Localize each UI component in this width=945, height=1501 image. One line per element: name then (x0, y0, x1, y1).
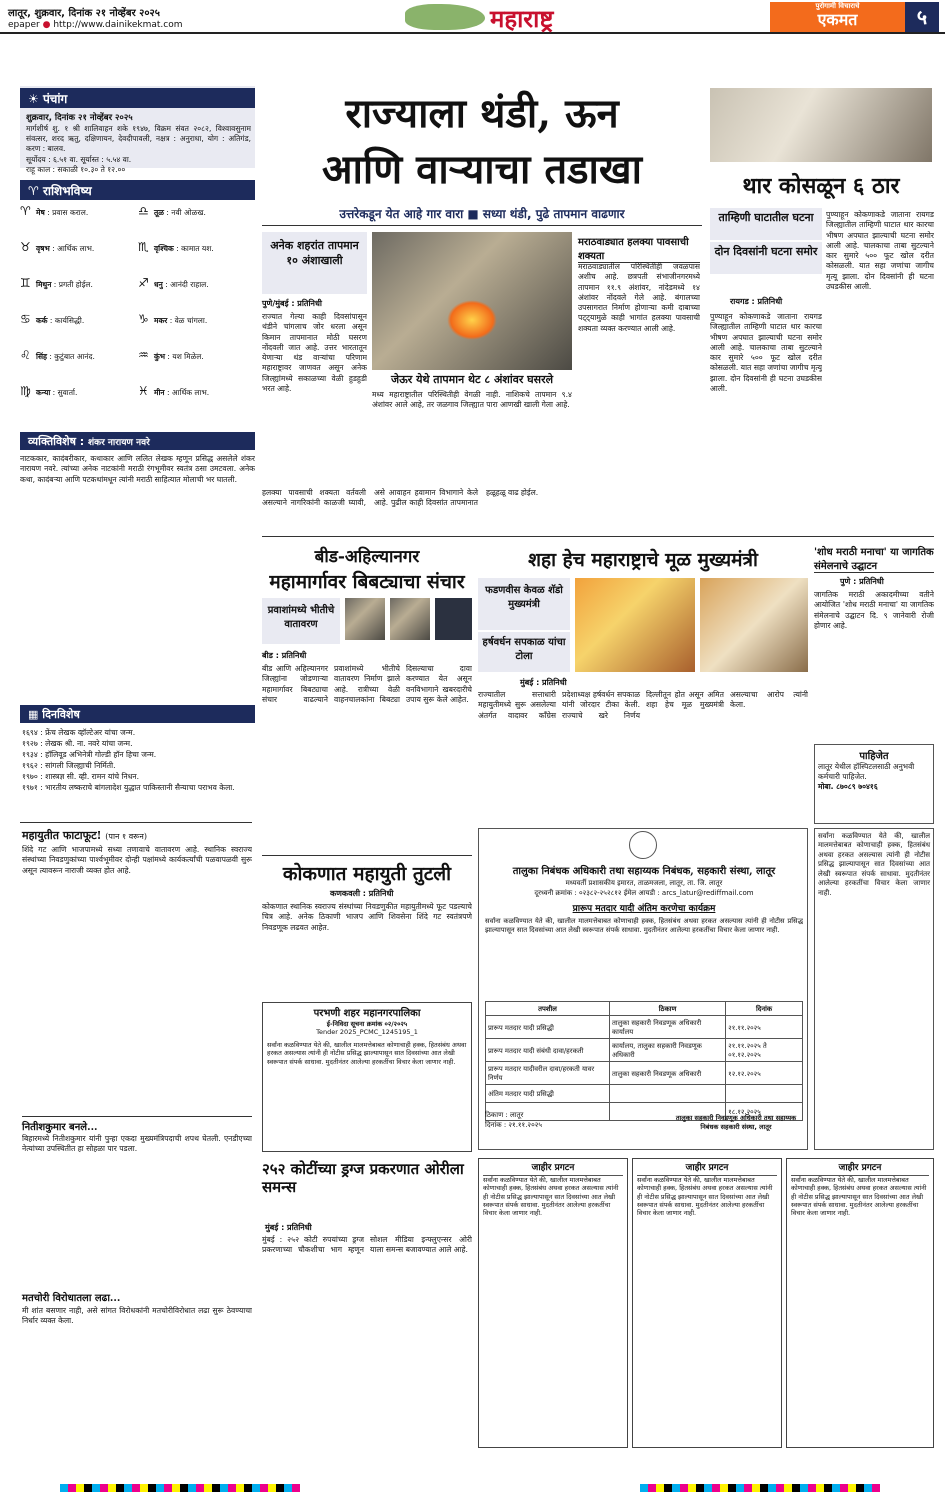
notice-place: ठिकाण : लातूर (485, 1111, 524, 1119)
tender-title: परभणी शहर महानगरपालिका (313, 1008, 421, 1019)
rashi-item: ♒ कुंभ : यश मिळेल. (138, 348, 204, 362)
tender-text: सर्वांना कळविण्यात येते की, खालील मालमत्तेबाबत कोणाचाही हक्क, हितसंबंध अथवा हरकत असल्यास त्यांनी ही नोटीस प्रसिद्ध झाल्यापासून सात दिवसांच्या आत लेखी स्वरूपात संपर्क साधावा. मुदतीनंतर आलेल्या हरकतींचा विचार केला जाणार नाही. (267, 1040, 467, 1066)
matchori-headline: मतचोरी विरोधातला लढा... (22, 1293, 121, 1304)
lead-bottom-body: हलक्या पावसाची शक्यता वर्तवली असल्याने नागरिकांनी काळजी घ्यावी, असे आवाहन हवामान विभागाने केले आहे. पुढील काही दिवसांत तापमानात हळूहळू वाढ होईल. (262, 488, 539, 508)
notice-table-row (486, 1016, 803, 1039)
rashi-name: धनु (154, 280, 163, 289)
sapkal-photo (575, 578, 695, 672)
rashi-item: ♐ धनु : आनंदी राहाल. (138, 276, 209, 290)
rashi-text: आनंदी राहाल. (170, 280, 209, 289)
rashi-text: आर्थिक लाभ. (171, 388, 210, 397)
dinvishesh-item: १६९४ : फ्रेंच लेखक व्हॉल्टेअर यांचा जन्म. (22, 728, 136, 737)
notice-table-cell: अंतिम मतदार यादी प्रसिद्धी (486, 1085, 610, 1103)
rashi-text: प्रगती होईल. (58, 280, 93, 289)
epaper-label: epaper (8, 20, 40, 30)
rashi-text: कामात यश. (181, 244, 214, 253)
rashi-name: मीन (154, 388, 165, 397)
rashi-text: प्रवास कराल. (52, 208, 89, 217)
rashi-item: ♏ वृश्चिक : कामात यश. (138, 240, 214, 254)
rashi-item: ♉ वृषभ : आर्थिक लाभ. (20, 240, 95, 254)
panchang-header: ☀ पंचांग (20, 88, 255, 108)
rashi-text: कार्यसिद्धी. (54, 316, 85, 325)
rashi-name: कर्क (36, 316, 48, 325)
beed-body: बीड आणि अहिल्यानगर जिल्ह्यांना जोडणाऱ्या महामार्गावर बिबट्याचा संचार वाढल्याने प्रवाशांमध्ये भीतीचे वातावरण निर्माण झाले आहे. रात्रीच्या वेळी वाहनचालकांना बिबट्या दिसल्याचा दावा करण्यात येत असून वनविभागाने खबरदारीचे उपाय सुरू केले आहेत. (262, 664, 472, 704)
marathwada-body: मराठवाड्यातील परिस्थितीही जवळपास अशीच आहे. छत्रपती संभाजीनगरमध्ये तापमान ११.९ अंशांवर, नांदेडमध्ये १४ अंशांवर नोंदवले गेले आहे. बंगालच्या उपसागरात निर्माण होणाऱ्या कमी दाबाच्या पट्ट्यामुळे काही भागांत हलक्या पावसाची शक्यता व्यक्त करण्यात आली आहे. (578, 262, 700, 333)
wanted-phone: मोबा. ८७०८९ ७०४१६ (818, 781, 878, 791)
dinvishesh-header: ▦ दिनविशेष (20, 705, 255, 723)
dateline: लातूर, शुक्रवार, दिनांक २१ नोव्हेंबर २०२५ (8, 8, 160, 19)
leopard-photo-1 (345, 598, 385, 640)
notice-table-header: ठिकाण (609, 1002, 725, 1016)
notice-address: मध्यवर्ती प्रशासकीय इमारत, ताळमजला, लातूर, ता. जि. लातूर (565, 879, 723, 887)
brand-tagline: पुरोगामी विचाराचे (815, 2, 860, 10)
shodh-headline: 'शोध मराठी मनाचा' या जागतिक संमेलनाचे उद्घाटन (814, 544, 934, 573)
notice-table-cell: १२.१२.२०२५ (726, 1062, 803, 1085)
notice-continued: सर्वांना कळविण्यात येते की, खालील मालमत्तेबाबत कोणाचाही हक्क, हितसंबंध अथवा हरकत असल्यास त्यांनी ही नोटीस प्रसिद्ध झाल्यापासून सात दिवसांच्या आत लेखी स्वरूपात संपर्क साधावा. मुदतीनंतर आलेल्या हरकतींचा विचार केला जाणार नाही. (814, 828, 934, 1150)
notice-date: दिनांक : २१.११.२०२५ (485, 1121, 542, 1129)
notice-table-cell: २१.११.२०२५ (726, 1016, 803, 1039)
shodh-body: जागतिक मराठी अकादमीच्या वतीने आयोजित 'शोध मराठी मनाचा' या जागतिक संमेलनाचे उद्घाटन दि. ९ जानेवारी रोजी होणार आहे. (814, 590, 934, 630)
epaper-url[interactable]: http://www.dainikekmat.com (53, 20, 183, 30)
tender-subtitle: ई-निविदा सूचना क्रमांक ०२/२०२५ (326, 1020, 408, 1028)
rashi-sign-icon: ♌ (20, 348, 31, 362)
rashi-sign-icon: ♓ (138, 384, 149, 398)
marathwada-head: मराठवाड्यात हलक्या पावसाची शक्यता (578, 234, 700, 263)
notice-table-header: दिनांक (726, 1002, 803, 1016)
rashi-text: कुटुंबात आनंद. (54, 352, 95, 361)
shaha-side-2: हर्षवर्धन सपकाळ यांचा टोला (478, 632, 570, 672)
rashi-item: ♋ कर्क : कार्यसिद्धी. (20, 312, 85, 326)
lead-headline-1: राज्याला थंडी, ऊन (345, 90, 619, 137)
brand-logo (770, 2, 905, 32)
rashi-item: ♊ मिथुन : प्रगती होईल. (20, 276, 93, 290)
notice-table-cell (609, 1085, 725, 1103)
thar-side-2: दोन दिवसांनी घटना समोर (710, 242, 822, 274)
notice-table-cell: कार्यालय, तालुका सहकारी निवडणूक अधिकारी (609, 1039, 725, 1062)
shaha-headline: शहा हेच महाराष्ट्राचे मूळ मुख्यमंत्री (528, 549, 758, 571)
lead-caption-body: मध्य महाराष्ट्रातील परिस्थितीही वेगळी नाही. नाशिकचे तापमान ९.४ अंशांवर आले आहे, तर जळगाव जिल्ह्यात पारा आणखी खाली गेला आहे. (372, 390, 572, 410)
notice-table-cell: प्रारूप मतदार यादीवरील दावा/हरकती यावर निर्णय (486, 1062, 610, 1085)
rashi-item: ♑ मकर : वेळ चांगला. (138, 312, 208, 326)
tender-number: Tender 2025_PCMC_1245195_1 (316, 1028, 418, 1037)
maharashtra-map-icon (405, 4, 485, 30)
cooperative-notice (478, 828, 808, 1150)
rashi-sign-icon: ♉ (20, 240, 31, 254)
notice-table-cell: तालुका सहकारी निवडणूक अधिकारी कार्यालय (609, 1016, 725, 1039)
vyakti-subject: शंकर नारायण नवरे (88, 438, 150, 448)
notice-table-cell: प्रारूप मतदार यादी प्रसिद्धी (486, 1016, 610, 1039)
notice-signature: तालुका सहकारी निवडणूक अधिकारी तथा सहाय्यक निबंधक सहकारी संस्था, लातूर (675, 1114, 797, 1131)
panchang-body: मार्गशीर्ष शु. १ श्री शालिवाहन शके १९४७, विक्रम संवत २०८२, विश्वावसुनाम संवत्सर, शरद ऋतु, दक्षिणायन, देवदीपावली, नक्षत्र : अनुराधा, योग : अतिगंड, करण : बालव. (26, 124, 251, 154)
rashi-sign-icon: ♏ (138, 240, 149, 254)
section-title: महाराष्ट्र (490, 4, 554, 33)
dinvishesh-item: १९७१ : भारतीय लष्कराचे बांगलादेश युद्धात पाकिस्तानी सैन्याचा पराभव केला. (22, 783, 235, 792)
rashi-name: वृषभ (36, 244, 50, 253)
rashi-sign-icon: ♊ (20, 276, 31, 290)
page-number: ५ (905, 2, 939, 32)
rashi-item: ♈ मेष : प्रवास कराल. (20, 204, 89, 218)
dinvishesh-item: १९७० : शास्त्रज्ञ सी. व्ही. रामन यांचे निधन. (22, 772, 140, 781)
cold-weather-photo (372, 232, 572, 370)
rashi-name: कन्या (36, 388, 51, 397)
zodiac-icon: ♈ (28, 184, 43, 198)
shaha-byline: मुंबई : प्रतिनिधी (520, 678, 567, 687)
thar-headline: थार कोसळून ६ ठार (710, 170, 932, 200)
notice-table-cell: १८.१२.२०२५ (726, 1103, 803, 1121)
lead-byline: पुणे/मुंबई : प्रतिनिधी (262, 299, 322, 308)
notice-table (485, 1001, 803, 1121)
rashi-sign-icon: ♎ (138, 204, 149, 218)
wanted-ad (814, 744, 934, 824)
thar-body-continued: पुण्याहून कोकणाकडे जाताना रायगड जिल्ह्यातील ताम्हिणी घाटात थार कारचा भीषण अपघात झाल्याची घटना समोर आली आहे. चालकाचा ताबा सुटल्याने कार सुमारे ५०० फूट खोल दरीत कोसळली. यात सहा जणांचा जागीच मृत्यू झाला. दोन दिवसांनी ही घटना उघडकीस आली. (826, 210, 934, 291)
vyakti-header: व्यक्तिविशेष : शंकर नारायण नवरे (20, 432, 255, 450)
notice-table-row (486, 1062, 803, 1085)
divider (262, 536, 934, 537)
konkan-headline: कोकणात महायुती तुटली (282, 863, 452, 885)
sun-icon: ☀ (28, 92, 43, 106)
leopard-photo-2 (390, 598, 430, 640)
mahayuti-headline: महायुतीत फाटाफूट! (पान १ वरून) (22, 829, 147, 842)
rashi-name: मिथुन (36, 280, 52, 289)
beed-headline-1: बीड-अहिल्यानगर (314, 547, 420, 567)
rashi-sign-icon: ♐ (138, 276, 149, 290)
drugs-byline: मुंबई : प्रतिनिधी (265, 1223, 312, 1232)
rashi-text: सुवार्ता. (57, 388, 78, 397)
shaha-side-1: फडणवीस केवळ शॅडो मुख्यमंत्री (478, 578, 570, 630)
notice-title: तालुका निबंधक अधिकारी तथा सहाय्यक निबंधक, सहकारी संस्था, लातूर (512, 866, 776, 877)
wanted-text: लातूर येथील हॉस्पिटलसाठी अनुभवी कर्मचारी पाहिजेत. (818, 762, 915, 781)
rashi-grid (20, 204, 255, 422)
drugs-body: मुंबई : २५२ कोटी रुपयांच्या ड्रग्ज प्रकरणाच्या चौकशीचा भाग म्हणून सोशल मीडिया इन्फ्लुएन्सर ओरी याला समन्स बजावण्यात आले आहे. (262, 1235, 472, 1255)
lead-subhead: उत्तरेकडून येत आहे गार वारा ■ सध्या थंडी, पुढे तापमान वाढणार (339, 207, 625, 221)
shodh-byline: पुणे : प्रतिनिधी (840, 577, 884, 586)
epaper-link[interactable] (8, 20, 182, 30)
lead-body: राज्यात गेल्या काही दिवसांपासून थंडीने चांगलाच जोर धरला असून किमान तापमानात मोठी घसरण नोंदवली जात आहे. उत्तर भारतातून येणाऱ्या थंड वाऱ्यांचा परिणाम महाराष्ट्रावर जाणवत असून अनेक जिल्ह्यांमध्ये सकाळच्या वेळी हुडहुडी भरत आहे. (262, 312, 367, 393)
rashi-name: वृश्चिक (154, 244, 174, 253)
nitish-headline: नितीशकुमार बनले... (22, 1116, 252, 1133)
notice-table-row (486, 1085, 803, 1103)
rashi-item: ♎ तूळ : नवी ओळख. (138, 204, 206, 218)
shaha-body: राज्यातील सत्ताधारी महायुतीमध्ये सुरू असलेल्या अंतर्गत वादावर काँग्रेस प्रदेशाध्यक्ष हर्षवर्धन सपकाळ यांनी जोरदार टीका केली. राज्याचे खरे निर्णय दिल्लीतून होत असून अमित शहा हेच मूळ मुख्यमंत्री असल्याचा आरोप त्यांनी केला. (478, 690, 808, 720)
divider (262, 855, 472, 856)
notice-table-row (486, 1039, 803, 1062)
public-notice-2: जाहीर प्रगटन सर्वांना कळविण्यात येते की, खालील मालमत्तेबाबत कोणाचाही हक्क, हितसंबंध अथवा हरकत असल्यास त्यांनी ही नोटीस प्रसिद्ध झाल्यापासून सात दिवसांच्या आत लेखी स्वरूपात संपर्क साधावा. मुदतीनंतर आलेल्या हरकतींचा विचार केला जाणार नाही. (632, 1158, 782, 1448)
shah-fadnavis-photo (700, 578, 808, 672)
konkan-body: कोकणात स्थानिक स्वराज्य संस्थांच्या निवडणुकीत महायुतीमध्ये फूट पडल्याचे चित्र आहे. अनेक ठिकाणी भाजप आणि शिवसेना शिंदे गट स्वतंत्रपणे निवडणूक लढवत आहेत. (262, 902, 472, 932)
matchori-body: मी शांत बसणार नाही, असे सांगत विरोधकांनी मतचोरीविरोधात लढा सुरू ठेवण्याचा निर्धार व्यक्त केला. (22, 1306, 252, 1326)
rashi-name: मेष (36, 208, 45, 217)
konkan-byline: कणकवली : प्रतिनिधी (330, 889, 394, 898)
leopard-photo-3 (435, 598, 472, 640)
vyakti-body: नाटककार, कादंबरीकार, कथाकार आणि ललित लेखक म्हणून प्रसिद्ध असलेले शंकर नारायण नवरे. त्यांच्या अनेक नाटकांनी मराठी रंगभूमीवर स्वतंत्र ठसा उमटवला. अनेक कथा, कादंबऱ्या आणि पटकथांमधून त्यांनी मराठी साहित्यात मोलाची भर घातली. (20, 454, 255, 484)
notice-subtitle: प्रारूप मतदार यादी अंतिम करणेचा कार्यक्रम (572, 904, 716, 914)
registration-marks (0, 1484, 945, 1494)
tender-notice (262, 1002, 472, 1152)
mahayuti-body: शिंदे गट आणि भाजपामध्ये सध्या तणावाचे वातावरण आहे. स्थानिक स्वराज्य संस्थांच्या निवडणुकांच्या पार्श्वभूमीवर दोन्ही पक्षांमध्ये कार्यकर्त्यांची पळवापळवी सुरू असून त्यावरून नाराजी व्यक्त होत आहे. (22, 845, 252, 875)
rashi-sign-icon: ♒ (138, 348, 149, 362)
notice-phone: दूरध्वनी क्रमांक : ०२३८२-२५२८१२ ईमेल आयडी : arcs_latur@rediffmail.com (534, 889, 754, 897)
divider (262, 225, 702, 226)
thar-body: पुण्याहून कोकणाकडे जाताना रायगड जिल्ह्यातील ताम्हिणी घाटात थार कारचा भीषण अपघात झाल्याची घटना समोर आली आहे. चालकाचा ताबा सुटल्याने कार सुमारे ५०० फूट खोल दरीत कोसळली. यात सहा जणांचा जागीच मृत्यू झाला. दोन दिवसांनी ही घटना उघडकीस आली. (710, 312, 822, 393)
notice-table-cell: प्रारूप मतदार यादी संबंधी दावा/हरकती (486, 1039, 610, 1062)
rashi-text: नवी ओळख. (171, 208, 206, 217)
globe-icon: ● (42, 20, 51, 30)
rashi-name: मकर (154, 316, 168, 325)
lead-photo-caption: जेऊर येथे तापमान थेट ८ अंशांवर घसरले (390, 373, 554, 386)
thar-accident-photo (710, 88, 932, 162)
notice-table-cell: तालुका सहकारी निवडणूक अधिकारी (609, 1062, 725, 1085)
beed-side: प्रवाशांमध्ये भीतीचे वातावरण (262, 598, 340, 644)
rashi-sign-icon: ♑ (138, 312, 149, 326)
wanted-title: पाहिजेत (859, 751, 889, 762)
notice-body: सर्वांना कळविण्यात येते की, खालील मालमत्तेबाबत कोणाचाही हक्क, हितसंबंध अथवा हरकत असल्यास त्यांनी ही नोटीस प्रसिद्ध झाल्यापासून सात दिवसांच्या आत लेखी स्वरूपात संपर्क साधावा. मुदतीनंतर आलेल्या हरकतींचा विचार केला जाणार नाही. (485, 917, 803, 935)
lead-side-head: अनेक शहरांत तापमान १० अंशाखाली (262, 232, 367, 294)
brand-name: एकमत (817, 10, 858, 29)
rashi-sign-icon: ♍ (20, 384, 31, 398)
panchang-sunrise: सूर्योदय : ६.५१ वा. सूर्यास्त : ५.५४ वा. (26, 155, 132, 164)
rashi-name: कुंभ (154, 352, 166, 361)
notice-table-cell (726, 1085, 803, 1103)
beed-byline: बीड : प्रतिनिधी (262, 651, 307, 660)
dinvishesh-list (22, 727, 255, 817)
rashi-name: सिंह (36, 352, 47, 361)
divider (20, 822, 252, 823)
panchang-rahu: राहू काल : सकाळी १०.३० ते १२.०० (26, 165, 126, 174)
dinvishesh-item: १९३४ : हॉलिवूड अभिनेत्री गोल्डी हॉन हिचा जन्म. (22, 750, 157, 759)
lead-headline-2: आणि वाऱ्याचा तडाखा (322, 146, 642, 193)
beed-headline-2: महामार्गावर बिबट्याचा संचार (269, 571, 465, 593)
rashi-item: ♌ सिंह : कुटुंबात आनंद. (20, 348, 95, 362)
emblem-icon (629, 831, 657, 859)
public-notice-1: जाहीर प्रगटन सर्वांना कळविण्यात येते की, खालील मालमत्तेबाबत कोणाचाही हक्क, हितसंबंध अथवा हरकत असल्यास त्यांनी ही नोटीस प्रसिद्ध झाल्यापासून सात दिवसांच्या आत लेखी स्वरूपात संपर्क साधावा. मुदतीनंतर आलेल्या हरकतींचा विचार केला जाणार नाही. (478, 1158, 628, 1448)
rashi-sign-icon: ♋ (20, 312, 31, 326)
thar-byline: रायगड : प्रतिनिधी (730, 297, 783, 306)
masthead (0, 0, 945, 34)
rashi-item: ♓ मीन : आर्थिक लाभ. (138, 384, 210, 398)
rashi-text: वेळ चांगला. (174, 316, 208, 325)
notice-table-header: तपशील (486, 1002, 610, 1016)
rashi-item: ♍ कन्या : सुवार्ता. (20, 384, 78, 398)
bonfire-icon (447, 300, 497, 340)
calendar-icon: ▦ (28, 708, 43, 721)
nitish-body: बिहारमध्ये नितीशकुमार यांनी पुन्हा एकदा मुख्यमंत्रिपदाची शपथ घेतली. एनडीएच्या नेत्यांच्या उपस्थितीत हा सोहळा पार पडला. (22, 1134, 252, 1154)
panchang-date: शुक्रवार, दिनांक २१ नोव्हेंबर २०२५ (26, 113, 133, 123)
rashi-text: आर्थिक लाभ. (57, 244, 95, 253)
drugs-headline: २५२ कोटींच्या ड्रग्ज प्रकरणात ओरीला समन्स (262, 1160, 464, 1196)
rashi-name: तूळ (154, 208, 164, 217)
dinvishesh-item: १९२७ : लेखक श्री. ना. नवरे यांचा जन्म. (22, 739, 133, 748)
rashi-text: यश मिळेल. (172, 352, 204, 361)
dinvishesh-item: १९६२ : सांगली जिल्ह्याची निर्मिती. (22, 761, 116, 770)
notice-table-cell: २१.११.२०२५ ते ०१.१२.२०२५ (726, 1039, 803, 1062)
rashi-sign-icon: ♈ (20, 204, 31, 218)
thar-side-1: ताम्हिणी घाटातील घटना (710, 208, 822, 240)
public-notice-3: जाहीर प्रगटन सर्वांना कळविण्यात येते की, खालील मालमत्तेबाबत कोणाचाही हक्क, हितसंबंध अथवा हरकत असल्यास त्यांनी ही नोटीस प्रसिद्ध झाल्यापासून सात दिवसांच्या आत लेखी स्वरूपात संपर्क साधावा. मुदतीनंतर आलेल्या हरकतींचा विचार केला जाणार नाही. (786, 1158, 934, 1448)
rashi-header: ♈ राशिभविष्य (20, 180, 255, 200)
